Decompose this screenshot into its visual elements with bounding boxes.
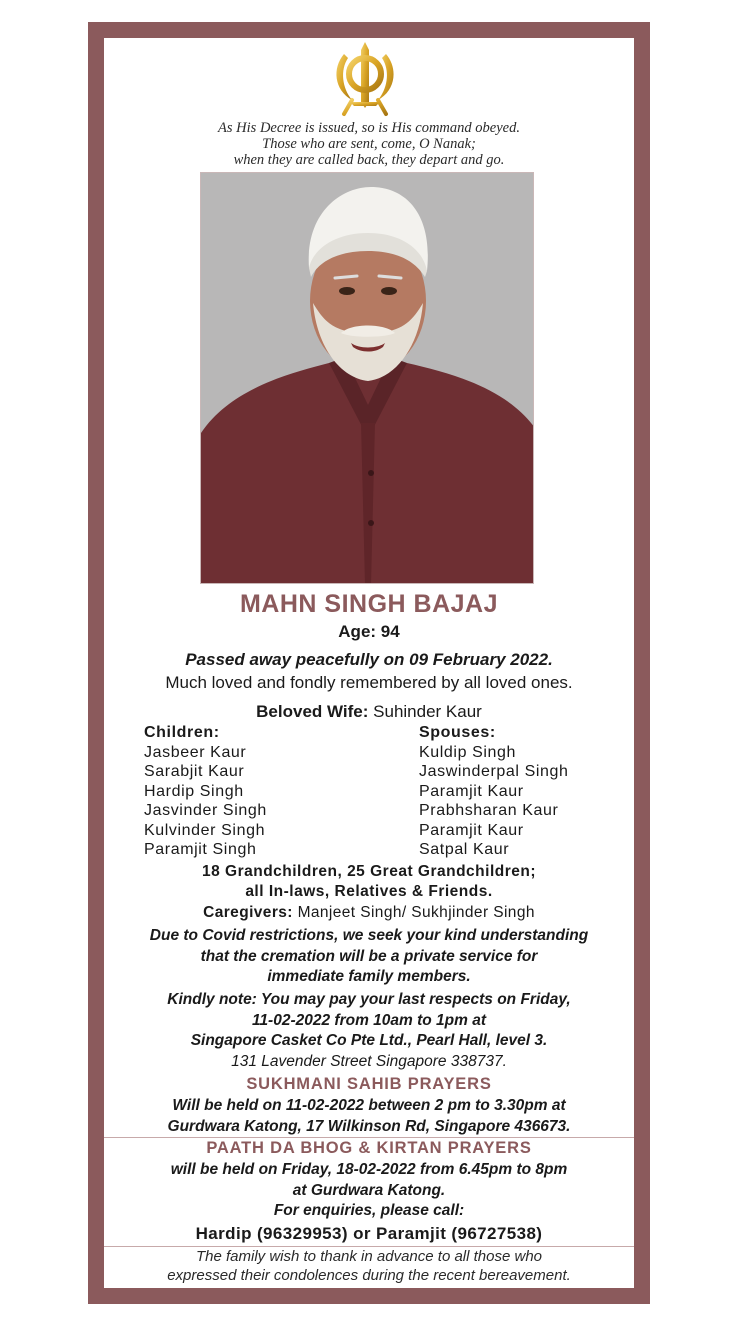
child-name: Jasbeer Kaur	[144, 743, 247, 761]
quote-line: when they are called back, they depart and go.	[233, 152, 505, 168]
spouse-name: Paramjit Kaur	[419, 782, 524, 800]
wife-name: Suhinder Kaur	[373, 702, 482, 721]
beloved-wife	[104, 702, 634, 722]
child-name: Jasvinder Singh	[144, 802, 267, 819]
children-heading: Children:	[144, 724, 220, 741]
divider	[104, 1137, 634, 1138]
paath-line: at Gurdwara Katong.	[292, 1181, 446, 1199]
grandchildren-line: 18 Grandchildren, 25 Great Grandchildren;	[201, 863, 537, 880]
spouses-heading: Spouses:	[419, 724, 496, 741]
spouse-name: Paramjit Kaur	[419, 821, 524, 839]
sukhmani-details	[104, 1096, 634, 1137]
thanks-line: expressed their condolences during the recent bereavement.	[167, 1267, 571, 1284]
caregivers-names: Manjeet Singh/ Sukhjinder Singh	[297, 904, 535, 921]
paath-line: will be held on Friday, 18-02-2022 from 6.45pm to 8pm	[170, 1161, 568, 1178]
respects-line: Kindly note: You may pay your last respects on Friday,	[167, 991, 571, 1008]
covid-note	[104, 926, 634, 988]
paath-line: For enquiries, please call:	[273, 1202, 465, 1219]
spouses-list	[419, 723, 569, 860]
covid-line: immediate family members.	[267, 968, 471, 985]
grandchildren	[104, 862, 634, 901]
respects-line: Singapore Casket Co Pte Ltd., Pearl Hall, level 3.	[190, 1032, 548, 1049]
covid-line: Due to Covid restrictions, we seek your kind understanding	[149, 927, 589, 944]
wife-label: Beloved Wife:	[256, 702, 369, 721]
child-name: Sarabjit Kaur	[144, 763, 245, 780]
last-respects	[104, 990, 634, 1072]
deceased-name: MAHN SINGH BAJAJ	[239, 590, 499, 618]
grandchildren-line: all In-laws, Relatives & Friends.	[245, 882, 493, 900]
paath-details	[104, 1160, 634, 1222]
family-thanks	[104, 1247, 634, 1285]
caregivers	[104, 904, 634, 922]
sukhmani-line: Will be held on 11-02-2022 between 2 pm to 3.30pm at	[172, 1097, 566, 1114]
khanda-icon	[330, 40, 400, 118]
sukhmani-title: SUKHMANI SAHIB PRAYERS	[246, 1075, 492, 1093]
child-name: Hardip Singh	[144, 782, 244, 800]
covid-line: that the cremation will be a private service for	[200, 947, 538, 965]
portrait-illustration	[201, 173, 534, 584]
spouse-name: Satpal Kaur	[419, 841, 510, 858]
thanks-line: The family wish to thank in advance to all those who	[195, 1248, 543, 1265]
passing-date: Passed away peacefully on 09 February 2022.	[185, 650, 553, 669]
quote-line: Those who are sent, come, O Nanak;	[262, 136, 476, 152]
spouse-name: Prabhsharan Kaur	[419, 802, 559, 819]
sukhmani-line: Gurdwara Katong, 17 Wilkinson Rd, Singapore 436673.	[167, 1117, 571, 1135]
children-list	[144, 723, 267, 860]
spouse-name: Jaswinderpal Singh	[419, 763, 569, 780]
spouse-name: Kuldip Singh	[419, 743, 517, 761]
child-name: Paramjit Singh	[144, 841, 257, 858]
portrait-photo	[200, 172, 534, 584]
remembrance-line: Much loved and fondly remembered by all loved ones.	[165, 673, 573, 692]
address: 131 Lavender Street Singapore 338737.	[231, 1052, 507, 1070]
enquiry-contacts: Hardip (96329953) or Paramjit (96727538)	[195, 1224, 543, 1243]
scripture-quote	[104, 120, 634, 168]
quote-line: As His Decree is issued, so is His command obeyed.	[218, 120, 520, 136]
age: Age: 94	[338, 622, 400, 641]
respects-line: 11-02-2022 from 10am to 1pm at	[251, 1011, 487, 1029]
caregivers-label: Caregivers:	[203, 904, 293, 921]
paath-title: PAATH DA BHOG & KIRTAN PRAYERS	[206, 1139, 532, 1157]
child-name: Kulvinder Singh	[144, 821, 266, 839]
